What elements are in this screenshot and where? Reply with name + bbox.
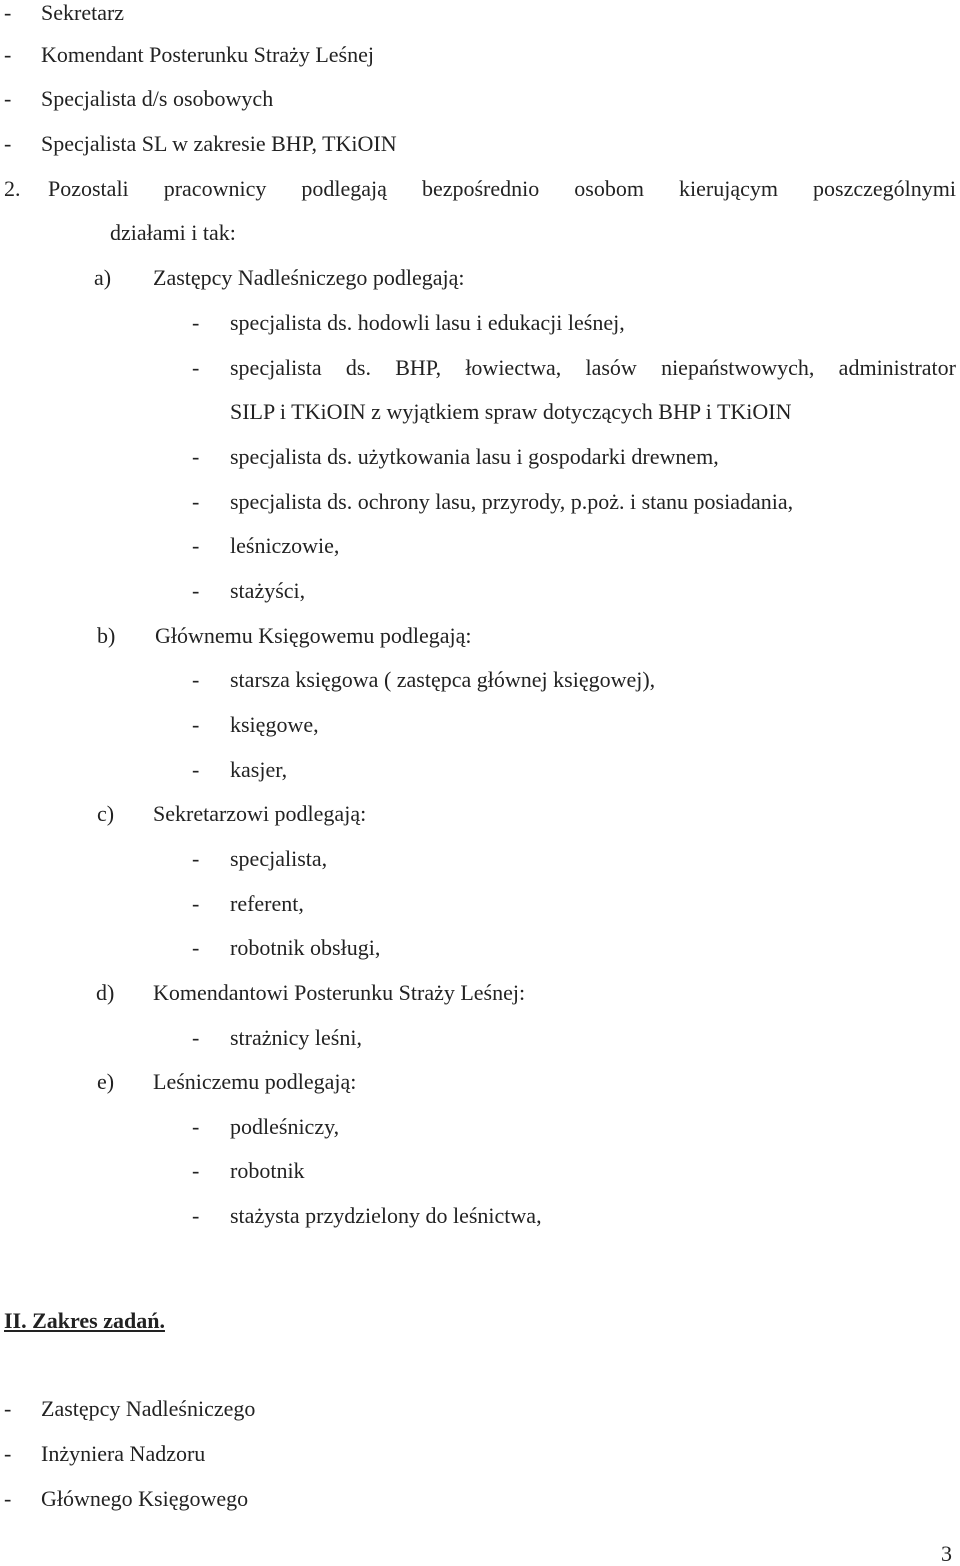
list-item-text: kasjer, bbox=[230, 757, 288, 782]
list-item-text: robotnik bbox=[230, 1158, 305, 1183]
section-marker: d) bbox=[96, 980, 115, 1005]
list-item-text: Specjalista SL w zakresie BHP, TKiOIN bbox=[41, 131, 397, 156]
section-marker: a) bbox=[94, 265, 112, 290]
dash: - bbox=[192, 1203, 200, 1228]
list-item-text: Zastępcy Nadleśniczego bbox=[41, 1396, 256, 1421]
list-item-text: specjalista, bbox=[230, 846, 328, 871]
list-item-text: Specjalista d/s osobowych bbox=[41, 86, 274, 111]
dash: - bbox=[192, 1158, 200, 1183]
list-item-text: Sekretarz bbox=[41, 0, 125, 25]
dash: - bbox=[4, 1486, 12, 1511]
dash: - bbox=[192, 1025, 200, 1050]
list-item-text: księgowe, bbox=[230, 712, 319, 737]
dash: - bbox=[4, 42, 12, 67]
point-text-line2: działami i tak: bbox=[110, 220, 236, 245]
dash: - bbox=[192, 355, 200, 380]
dash: - bbox=[4, 86, 12, 111]
heading-text: II. Zakres zadań. bbox=[4, 1308, 165, 1333]
list-item-text: Inżyniera Nadzoru bbox=[41, 1441, 206, 1466]
dash: - bbox=[192, 891, 200, 916]
section-marker: c) bbox=[97, 801, 115, 826]
dash: - bbox=[192, 444, 200, 469]
list-item-text: robotnik obsługi, bbox=[230, 935, 381, 960]
list-item-text: specjalista ds. użytkowania lasu i gospodarki drewnem, bbox=[230, 444, 719, 469]
list-item-text: stażysta przydzielony do leśnictwa, bbox=[230, 1203, 542, 1228]
list-item-text: starsza księgowa ( zastępca głównej księgowej), bbox=[230, 667, 656, 692]
dash: - bbox=[192, 667, 200, 692]
list-item-text: strażnicy leśni, bbox=[230, 1025, 362, 1050]
list-item-text: Komendant Posterunku Straży Leśnej bbox=[41, 42, 374, 67]
dash: - bbox=[192, 712, 200, 737]
dash: - bbox=[4, 1441, 12, 1466]
section-marker: b) bbox=[97, 623, 116, 648]
dash: - bbox=[192, 489, 200, 514]
list-item-text: podleśniczy, bbox=[230, 1114, 340, 1139]
list-item-text: specjalista ds. BHP, łowiectwa, lasów niepaństwowych, administrator bbox=[230, 355, 956, 380]
list-item-text: stażyści, bbox=[230, 578, 306, 603]
list-item-text: referent, bbox=[230, 891, 304, 916]
list-item-text: SILP i TKiOIN z wyjątkiem spraw dotyczących BHP i TKiOIN bbox=[230, 399, 792, 424]
dash: - bbox=[4, 0, 12, 25]
dash: - bbox=[192, 578, 200, 603]
section-title: Głównemu Księgowemu podlegają: bbox=[155, 623, 472, 648]
dash: - bbox=[192, 757, 200, 782]
list-item-text: Głównego Księgowego bbox=[41, 1486, 249, 1511]
section-title: Leśniczemu podlegają: bbox=[153, 1069, 357, 1094]
section-title: Zastępcy Nadleśniczego podlegają: bbox=[153, 265, 465, 290]
list-item-text: specjalista ds. ochrony lasu, przyrody, p.poż. i stanu posiadania, bbox=[230, 489, 794, 514]
list-item-text: specjalista ds. hodowli lasu i edukacji leśnej, bbox=[230, 310, 625, 335]
dash: - bbox=[192, 935, 200, 960]
point-number: 2. bbox=[4, 176, 21, 201]
section-marker: e) bbox=[97, 1069, 115, 1094]
dash: - bbox=[192, 310, 200, 335]
page-number: 3 bbox=[941, 1541, 952, 1566]
dash: - bbox=[4, 131, 12, 156]
dash: - bbox=[192, 846, 200, 871]
section-title: Komendantowi Posterunku Straży Leśnej: bbox=[153, 980, 526, 1005]
dash: - bbox=[4, 1396, 12, 1421]
dash: - bbox=[192, 533, 200, 558]
list-item-text: leśniczowie, bbox=[230, 533, 340, 558]
dash: - bbox=[192, 1114, 200, 1139]
point-text-line1: Pozostali pracownicy podlegają bezpośrednio osobom kierującym poszczególnymi bbox=[48, 176, 956, 201]
section-title: Sekretarzowi podlegają: bbox=[153, 801, 367, 826]
